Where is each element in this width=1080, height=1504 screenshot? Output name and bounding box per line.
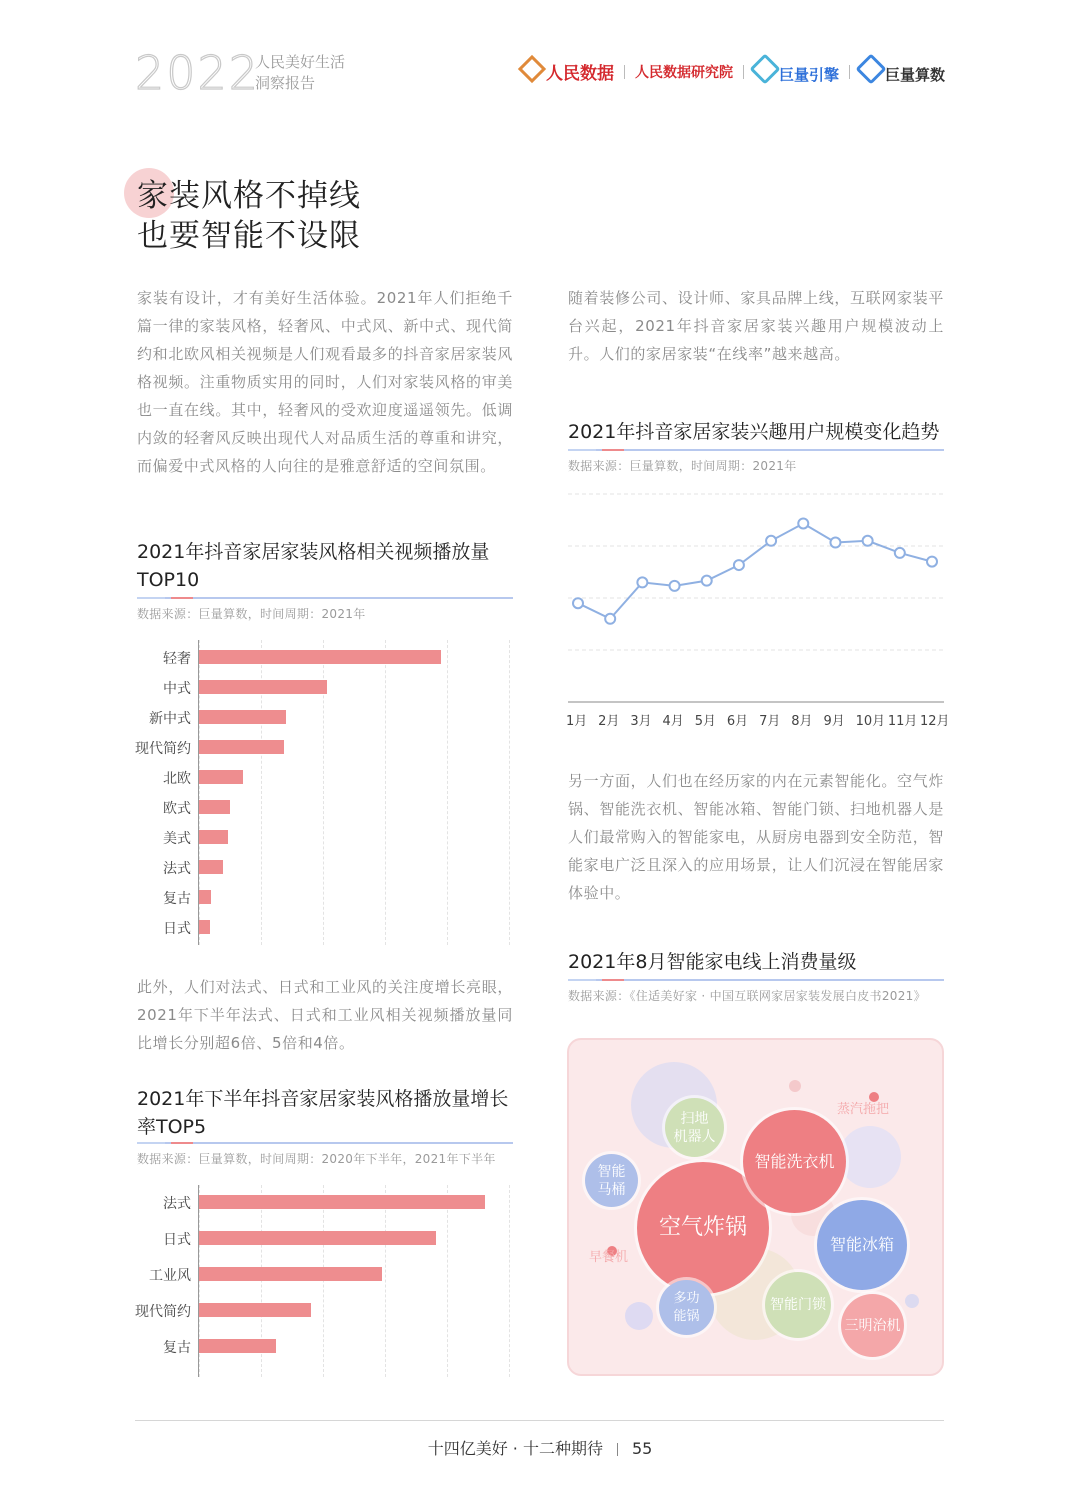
gridline — [447, 640, 448, 945]
bubble-label: 智能冰箱 — [829, 1235, 894, 1254]
footer-divider — [135, 1420, 944, 1421]
gridline — [323, 1185, 324, 1377]
decorative-bubble — [789, 1080, 801, 1092]
logo-divider — [624, 65, 625, 79]
section-heading — [137, 176, 361, 256]
smart-home-paragraph: 另一方面，人们也在经历家的内在元素智能化。空气炸锅、智能洗衣机、智能冰箱、智能门锁、扫地机器人是人们最常购入的智能家电，从厨房电器到安全防范，智能家电广泛且深入的应用场景，让人们沉浸在智能居家体验中。 — [568, 772, 944, 902]
chart3-source: 数据来源：巨量算数，时间周期：2021年 — [568, 459, 797, 473]
bar — [199, 830, 228, 844]
bubble — [665, 1098, 724, 1157]
x-tick-label: 1月 — [566, 714, 588, 729]
x-tick-label: 11月 — [887, 714, 918, 729]
bar — [199, 1267, 382, 1281]
bar — [199, 1303, 311, 1317]
report-year: 2022 — [135, 46, 261, 100]
x-tick-label: 6月 — [726, 714, 749, 729]
gridline — [509, 640, 510, 945]
bar-label: 现代简约 — [135, 1304, 191, 1320]
bar-label: 美式 — [163, 831, 191, 847]
ocean-data-logo — [860, 58, 945, 85]
footer-text: 十四亿美好 · 十二种期待 — [427, 1439, 603, 1458]
chart1-source: 数据来源：巨量算数，时间周期：2021年 — [137, 607, 366, 621]
decorative-bubble — [905, 1294, 919, 1308]
chart4-title: 2021年8月智能家电线上消费量级 — [568, 951, 857, 973]
bar — [199, 770, 243, 784]
ocean-engine-icon — [749, 53, 780, 84]
data-point — [670, 581, 680, 591]
chart1-header — [137, 538, 513, 622]
bar — [199, 1195, 485, 1209]
people-data-institute-logo — [635, 62, 733, 82]
chart1-title: 2021年抖音家居家装风格相关视频播放量TOP10 — [137, 541, 490, 591]
bubble — [817, 1200, 907, 1290]
x-tick-label: 8月 — [791, 714, 813, 729]
logo-text: 巨量引擎 — [778, 66, 839, 84]
gridline — [385, 1185, 386, 1377]
data-point — [798, 518, 808, 528]
bubble-label: 空气炸锅 — [658, 1215, 747, 1240]
page-footer — [0, 1436, 1080, 1459]
gridline — [447, 1185, 448, 1377]
data-point — [927, 557, 937, 567]
chart4-header — [568, 948, 944, 1004]
data-point — [605, 614, 615, 624]
logo-text: 巨量算数 — [884, 66, 945, 84]
x-tick-label: 3月 — [630, 714, 652, 729]
data-point — [895, 548, 905, 558]
bar-label: 中式 — [163, 681, 191, 697]
chart2-source: 数据来源：巨量算数，时间周期：2020年下半年，2021年下半年 — [137, 1152, 496, 1166]
bubble — [585, 1154, 638, 1207]
intro-paragraph: 家装有设计，才有美好生活体验。2021年人们拒绝千篇一律的家装风格，轻奢风、中式风、新中式、现代简约和北欧风相关视频是人们观看最多的抖音家居家装风格视频。注重物质实用的同时，人们对家装风格的审美也一直在线。其中，轻奢风的受欢迎度遥遥领先。低调内敛的轻奢风反映出现代人对品质生活的尊重和讲究，而偏爱中式风格的人向往的是雅意舒适的空间氛围。 — [137, 289, 513, 475]
bubble — [589, 1248, 669, 1268]
x-tick-label: 7月 — [759, 714, 781, 729]
data-point — [863, 536, 873, 546]
partner-logos — [522, 58, 945, 85]
data-point — [734, 560, 744, 570]
bar — [199, 650, 441, 664]
bar-label: 复古 — [163, 1340, 191, 1356]
title-rule — [568, 979, 944, 981]
bubble-label: 智能洗衣机 — [754, 1151, 835, 1171]
bar-label: 工业风 — [149, 1268, 191, 1284]
bubble-label: 蒸汽拖把 — [837, 1102, 890, 1117]
logo-text: 人民数据研究院 — [634, 64, 733, 81]
x-tick-label: 9月 — [823, 714, 845, 729]
bubble — [765, 1272, 831, 1338]
bubble — [841, 1294, 904, 1357]
logo-text: 人民数据 — [545, 64, 614, 84]
data-point — [766, 536, 776, 546]
bar-label: 日式 — [163, 921, 191, 937]
report-subtitle — [255, 52, 345, 94]
bubble — [837, 1100, 917, 1120]
ocean-data-icon — [855, 53, 886, 84]
x-tick-label: 2月 — [598, 714, 620, 729]
bar-label: 现代简约 — [135, 741, 191, 757]
bar — [199, 680, 327, 694]
data-point — [637, 577, 647, 587]
chart1-bars — [137, 640, 517, 945]
gridline — [509, 1185, 510, 1377]
bar-label: 法式 — [163, 1196, 191, 1212]
ocean-engine-logo — [754, 58, 839, 85]
heading-line: 家装风格不掉线 — [137, 178, 361, 214]
bar — [199, 860, 223, 874]
gridline — [385, 640, 386, 945]
heading-line: 也要智能不设限 — [137, 218, 361, 254]
data-point — [702, 576, 712, 586]
bubble — [743, 1110, 846, 1213]
decorative-bubble — [839, 1126, 901, 1188]
diamond-icon — [518, 55, 546, 83]
bubble — [659, 1280, 714, 1335]
chart4-bubbles — [567, 1038, 944, 1376]
people-data-logo — [522, 59, 614, 84]
bar-label: 欧式 — [163, 801, 191, 817]
logo-divider — [849, 65, 850, 79]
data-point — [830, 538, 840, 548]
chart2-header — [137, 1085, 513, 1167]
chart3-line — [566, 480, 946, 730]
x-tick-label: 10月 — [855, 714, 886, 729]
bubble-label: 扫地 机器人 — [673, 1110, 716, 1145]
bar-label: 新中式 — [149, 711, 191, 727]
title-rule — [137, 1142, 513, 1144]
bar-label: 法式 — [163, 861, 191, 877]
x-tick-label: 4月 — [662, 714, 684, 729]
logo-divider — [743, 65, 744, 79]
subtitle-line: 洞察报告 — [255, 74, 316, 92]
bar — [199, 890, 211, 904]
title-rule — [137, 597, 513, 599]
chart2-title: 2021年下半年抖音家居家装风格播放量增长率TOP5 — [137, 1088, 509, 1138]
page-number: 55 — [631, 1439, 653, 1458]
chart3-header — [568, 418, 944, 474]
x-tick-label: 5月 — [694, 714, 716, 729]
bubble-label: 早餐机 — [589, 1250, 629, 1265]
bubble-label: 智能门锁 — [770, 1297, 826, 1313]
bar-label: 复古 — [163, 891, 191, 907]
x-tick-label: 12月 — [920, 714, 950, 729]
series-line — [578, 523, 932, 618]
bar — [199, 920, 210, 934]
growth-paragraph: 此外，人们对法式、日式和工业风的关注度增长亮眼，2021年下半年法式、日式和工业风相关视频播放量同比增长分别超6倍、5倍和4倍。 — [137, 978, 513, 1052]
bubble-label: 三明治机 — [844, 1317, 901, 1334]
title-rule — [568, 449, 944, 451]
bar — [199, 740, 284, 754]
platform-paragraph: 随着装修公司、设计师、家具品牌上线，互联网家装平台兴起，2021年抖音家居家装兴趣用户规模波动上升。人们的家居家装“在线率”越来越高。 — [568, 289, 944, 363]
bar — [199, 1231, 436, 1245]
chart3-title: 2021年抖音家居家装兴趣用户规模变化趋势 — [568, 421, 940, 443]
bar — [199, 800, 230, 814]
bar — [199, 710, 286, 724]
data-point — [573, 598, 583, 608]
chart2-bars — [137, 1185, 517, 1377]
bar-label: 日式 — [163, 1232, 191, 1248]
bubble-label: 多功 能锅 — [673, 1290, 700, 1324]
bar — [199, 1339, 276, 1353]
bar-label: 北欧 — [163, 771, 191, 787]
decorative-bubble — [625, 1302, 653, 1330]
subtitle-line: 人民美好生活 — [255, 53, 346, 71]
bar-label: 轻奢 — [163, 651, 191, 667]
bubble-label: 智能 马桶 — [597, 1163, 626, 1198]
chart4-source: 数据来源：《住适美好家 · 中国互联网家居家装发展白皮书2021》 — [568, 989, 926, 1003]
